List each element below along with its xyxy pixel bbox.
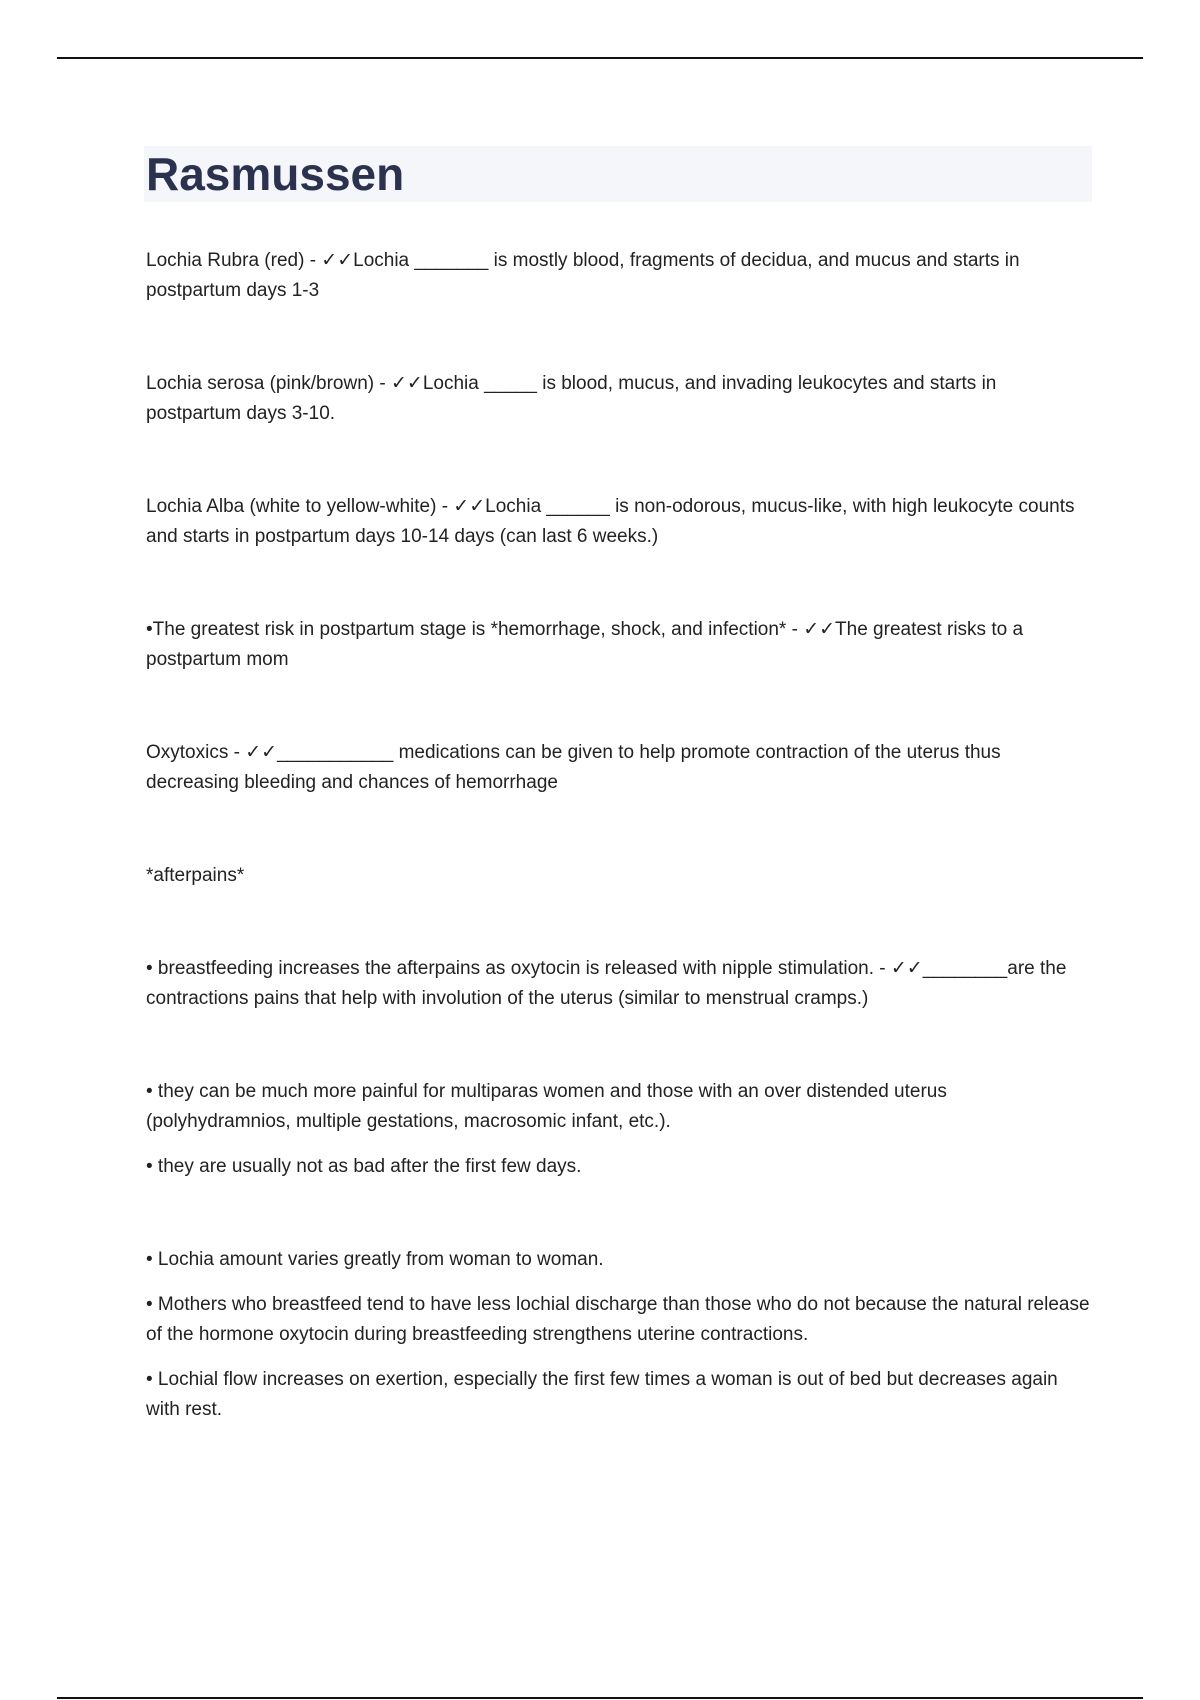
document-body <box>146 246 1096 1425</box>
paragraph-afterpains-breastfeeding: • breastfeeding increases the afterpains as oxytocin is released with nipple stimulation. - ✓✓________are the contractions pains that help with involution of the uterus (similar to menstrual cramps.) <box>146 958 1067 1009</box>
paragraph-lochia-serosa: Lochia serosa (pink/brown) - ✓✓Lochia _____ is blood, mucus, and invading leukocytes and starts in postpartum days 3-10. <box>146 373 997 424</box>
top-divider <box>57 57 1143 59</box>
paragraph-greatest-risk: •The greatest risk in postpartum stage is *hemorrhage, shock, and infection* - ✓✓The greatest risks to a postpartum mom <box>146 619 1024 670</box>
paragraph-lochia-amount: • Lochia amount varies greatly from woman to woman. <box>146 1249 604 1270</box>
document-title: Rasmussen <box>146 148 405 200</box>
bottom-divider <box>57 1697 1143 1699</box>
paragraph-breastfeeding-discharge: • Mothers who breastfeed tend to have less lochial discharge than those who do not because the natural release of the hormone oxytocin during breastfeeding strengthens uterine contractions. <box>146 1294 1090 1345</box>
paragraph-multiparas: • they can be much more painful for multiparas women and those with an over distended uterus (polyhydramnios, multiple gestations, macrosomic infant, etc.). <box>146 1081 947 1132</box>
paragraph-lochia-rubra: Lochia Rubra (red) - ✓✓Lochia _______ is mostly blood, fragments of decidua, and mucus and starts in postpartum days 1-3 <box>146 250 1020 301</box>
paragraph-oxytoxics: Oxytoxics - ✓✓___________ medications can be given to help promote contraction of the uterus thus decreasing bleeding and chances of hemorrhage <box>146 742 1001 793</box>
paragraph-lochia-alba: Lochia Alba (white to yellow-white) - ✓✓Lochia ______ is non-odorous, mucus-like, with high leukocyte counts and starts in postpartum days 10-14 days (can last 6 weeks.) <box>146 496 1075 547</box>
paragraph-lochial-flow: • Lochial flow increases on exertion, especially the first few times a woman is out of bed but decreases again with rest. <box>146 1369 1058 1420</box>
paragraph-afterpains-heading: *afterpains* <box>146 865 245 886</box>
paragraph-first-few-days: • they are usually not as bad after the first few days. <box>146 1156 582 1177</box>
